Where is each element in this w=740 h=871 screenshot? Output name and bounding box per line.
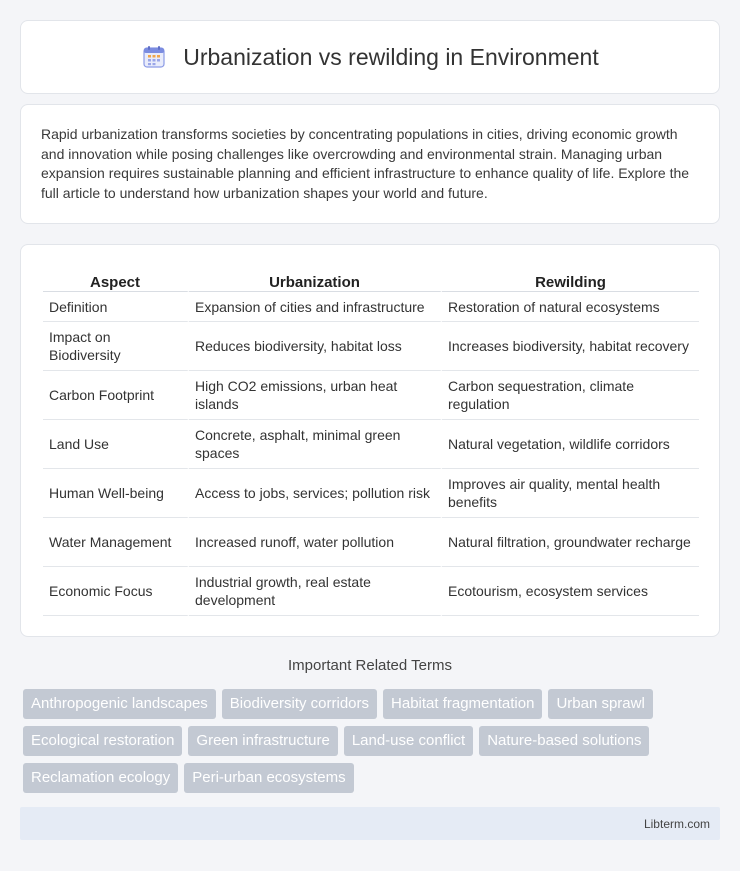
calendar-icon [141, 44, 167, 70]
related-term-tag[interactable]: Reclamation ecology [23, 763, 178, 793]
table-cell-rewilding: Carbon sequestration, climate regulation [442, 371, 699, 420]
table-row [43, 567, 699, 616]
table-cell-urbanization: Reduces biodiversity, habitat loss [189, 322, 442, 371]
related-term-tag[interactable]: Peri-urban ecosystems [184, 763, 353, 793]
table-cell-aspect: Carbon Footprint [43, 371, 189, 420]
table-cell-rewilding: Restoration of natural ecosystems [442, 292, 699, 322]
related-term-tag[interactable]: Green infrastructure [188, 726, 337, 756]
intro-text: Rapid urbanization transforms societies by concentrating populations in cities, driving economic growth and innovation while posing challenges like overcrowding and environmental strain. Managing urban expansion requires sustainable planning and efficient infrastructure to enhance quality of life. Explore the full article to understand how urbanization shapes your world and future. [41, 126, 690, 201]
related-term-tag[interactable]: Urban sprawl [548, 689, 652, 719]
related-terms-heading: Important Related Terms [288, 657, 452, 674]
related-terms-list [23, 689, 723, 793]
column-header-urbanization: Urbanization [189, 265, 442, 292]
comparison-card [20, 244, 720, 637]
related-term-tag[interactable]: Anthropogenic landscapes [23, 689, 216, 719]
table-cell-urbanization: Access to jobs, services; pollution risk [189, 469, 442, 518]
table-row [43, 420, 699, 469]
related-term-tag[interactable]: Ecological restoration [23, 726, 182, 756]
column-header-aspect: Aspect [43, 265, 189, 292]
table-cell-aspect: Water Management [43, 518, 189, 567]
table-cell-rewilding: Natural vegetation, wildlife corridors [442, 420, 699, 469]
table-row [43, 371, 699, 420]
table-cell-aspect: Impact on Biodiversity [43, 322, 189, 371]
table-header-row [43, 265, 699, 292]
table-cell-urbanization: High CO2 emissions, urban heat islands [189, 371, 442, 420]
table-cell-urbanization: Increased runoff, water pollution [189, 518, 442, 567]
table-cell-rewilding: Increases biodiversity, habitat recovery [442, 322, 699, 371]
column-header-rewilding: Rewilding [442, 265, 699, 292]
page-title: Urbanization vs rewilding in Environment [183, 43, 599, 70]
header-card [20, 20, 720, 94]
table-row [43, 518, 699, 567]
table-cell-rewilding: Ecotourism, ecosystem services [442, 567, 699, 616]
table-cell-urbanization: Expansion of cities and infrastructure [189, 292, 442, 322]
table-cell-rewilding: Improves air quality, mental health benefits [442, 469, 699, 518]
title-wrap [141, 44, 598, 71]
table-cell-aspect: Land Use [43, 420, 189, 469]
table-cell-urbanization: Industrial growth, real estate development [189, 567, 442, 616]
related-term-tag[interactable]: Biodiversity corridors [222, 689, 377, 719]
table-cell-rewilding: Natural filtration, groundwater recharge [442, 518, 699, 567]
related-term-tag[interactable]: Land-use conflict [344, 726, 473, 756]
table-row [43, 469, 699, 518]
table-cell-aspect: Definition [43, 292, 189, 322]
table-row [43, 322, 699, 371]
related-term-tag[interactable]: Nature-based solutions [479, 726, 649, 756]
intro-card [20, 104, 720, 224]
related-term-tag[interactable]: Habitat fragmentation [383, 689, 542, 719]
comparison-table [43, 265, 699, 616]
footer-bar [20, 807, 720, 840]
table-cell-urbanization: Concrete, asphalt, minimal green spaces [189, 420, 442, 469]
footer-site-link[interactable]: Libterm.com [643, 817, 710, 831]
table-cell-aspect: Human Well-being [43, 469, 189, 518]
table-row [43, 292, 699, 322]
table-cell-aspect: Economic Focus [43, 567, 189, 616]
